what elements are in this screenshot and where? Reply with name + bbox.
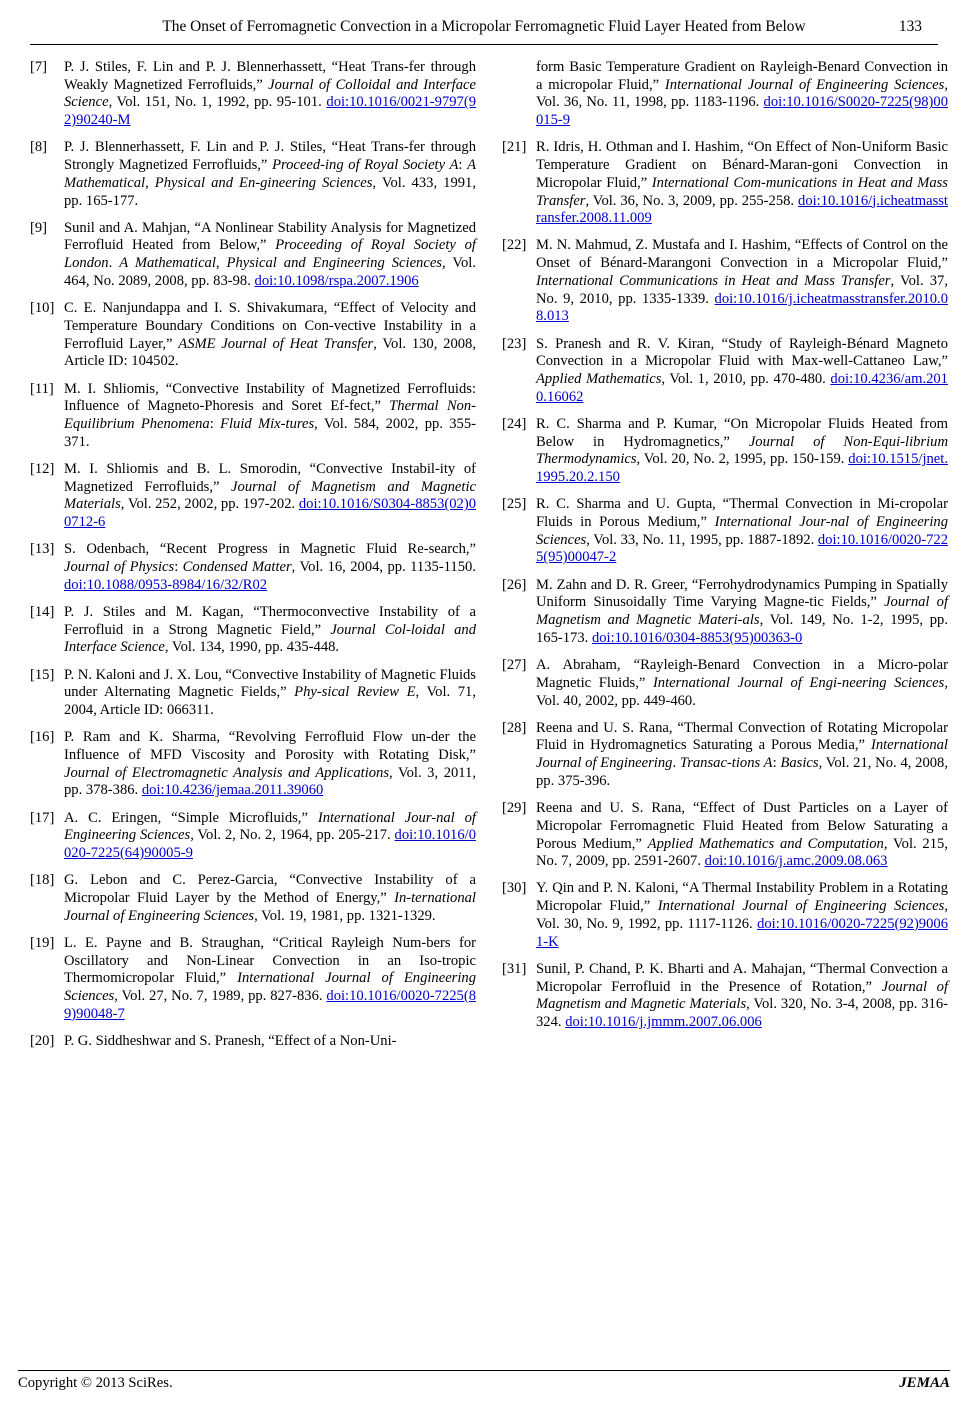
reference-entry: [30, 604, 476, 657]
reference-text: Sunil, P. Chand, P. K. Bharti and A. Mahajan, “Thermal Convection a Micropolar Ferrofluid in the Presence of Rotation,” Journal of Magnetism and Magnetic Materials, Vol. 320, No. 3-4, 2008, pp. 316-324. doi:10.1016/j.jmmm.2007.06.006: [536, 960, 948, 1030]
reference-number: [22]: [502, 237, 527, 254]
doi-link[interactable]: doi:10.1016/j.amc.2009.08.063: [704, 853, 888, 870]
reference-entry: [30, 729, 476, 800]
reference-entry: [502, 577, 948, 648]
reference-continuation: form Basic Temperature Gradient on Rayleigh-Benard Convection in a micropolar Fluid,” International Journal of Engineering Sciences, Vol. 36, No. 11, 1998, pp. 1183-1196. doi:10.1016/S0020-7225(98)00015-9: [536, 59, 948, 129]
reference-number: [17]: [30, 809, 55, 826]
reference-number: [16]: [30, 729, 55, 746]
reference-text: L. E. Payne and B. Straughan, “Critical Rayleigh Num-bers for Oscillatory and Non-Linear Convection in an Iso-tropic Thermomicropolar Fluid,” International Journal of Engineering Sciences, Vol. 27, No. 7, 1989, pp. 827-836. doi:10.1016/0020-7225(89)90048-7: [64, 934, 476, 1022]
reference-number: [12]: [30, 460, 55, 477]
reference-number: [8]: [30, 139, 48, 156]
reference-entry: [30, 1033, 476, 1051]
column-right: [502, 59, 948, 1060]
reference-text: M. I. Shliomis and B. L. Smorodin, “Convective Instabil-ity of Magnetized Ferrofluids,” Journal of Magnetism and Magnetic Materials, Vol. 252, 2002, pp. 197-202. doi:10.1016/S0304-8853(02)00712-6: [64, 460, 476, 531]
running-head: [12, 0, 956, 42]
reference-entry: [502, 961, 948, 1032]
doi-link[interactable]: doi:10.1088/0953-8984/16/32/R02: [64, 576, 268, 593]
reference-number: [26]: [502, 576, 527, 593]
reference-number: [21]: [502, 139, 527, 156]
reference-text: P. J. Stiles, F. Lin and P. J. Blennerhassett, “Heat Trans-fer through Weakly Magnetized Ferrofluids,” Journal of Colloidal and Interface Science, Vol. 151, No. 1, 1992, pp. 95-101. doi:10.1016/0021-9797(92)90240-M: [64, 59, 476, 129]
reference-text: M. Zahn and D. R. Greer, “Ferrohydrodynamics Pumping in Spatially Uniform Sinusoidally Time Varying Magne-tic Fields,” Journal of Magnetism and Magnetic Materi-als, Vol. 149, No. 1-2, 1995, pp. 165-173. doi:10.1016/0304-8853(95)00363-0: [536, 576, 948, 646]
journal-abbreviation: JEMAA: [899, 1375, 950, 1391]
reference-text: P. J. Blennerhassett, F. Lin and P. J. Stiles, “Heat Trans-fer through Strongly Magnetized Ferrofluids,” Proceed-ing of Royal Society A: A Mathematical, Physical and En-gineering Sciences, Vol. 433, 1991, pp. 165-177.: [64, 139, 477, 209]
reference-number: [7]: [30, 59, 48, 75]
page-footer: [18, 1370, 950, 1392]
reference-entry: [502, 720, 948, 791]
reference-text: R. Idris, H. Othman and I. Hashim, “On Effect of Non-Uniform Basic Temperature Gradient on Bénard-Maran-goni Convection in Micropolar Fluid,” International Com-munications in Heat and Mass Transfer, Vol. 36, No. 3, 2009, pp. 255-258. doi:10.1016/j.icheatmasstransfer.2008.11.009: [536, 139, 948, 227]
reference-entry: [30, 810, 476, 863]
reference-number: [27]: [502, 657, 527, 674]
doi-link[interactable]: doi:10.1016/S0020-7225(98)00015-9: [536, 94, 948, 129]
running-head-title: The Onset of Ferromagnetic Convection in a Micropolar Ferromagnetic Fluid Layer Heated from Below: [162, 18, 806, 35]
reference-text: Y. Qin and P. N. Kaloni, “A Thermal Instability Problem in a Rotating Micropolar Fluid,” International Journal of Engineering Sciences, Vol. 30, No. 9, 1992, pp. 1117-1126. doi:10.1016/0020-7225(92)90061-K: [536, 880, 948, 950]
reference-text: P. N. Kaloni and J. X. Lou, “Convective Instability of Magnetic Fluids under Alternating Magnetic Fields,” Phy-sical Review E, Vol. 71, 2004, Article ID: 066311.: [64, 666, 476, 718]
reference-number: [23]: [502, 335, 527, 352]
reference-entry: [30, 139, 476, 210]
reference-list-right: [502, 139, 948, 1031]
reference-columns: [12, 45, 956, 1060]
doi-link[interactable]: doi:10.1016/0020-7225(92)90061-K: [536, 915, 948, 950]
doi-link[interactable]: doi:10.1016/0020-7225(64)90005-9: [64, 827, 476, 862]
reference-number: [24]: [502, 415, 527, 432]
reference-number: [14]: [30, 603, 55, 620]
doi-link[interactable]: doi:10.1016/0020-7225(89)90048-7: [64, 988, 476, 1022]
reference-number: [29]: [502, 800, 527, 817]
reference-entry: [502, 800, 948, 871]
reference-entry: [502, 496, 948, 567]
reference-number: [19]: [30, 934, 55, 951]
reference-entry: [30, 872, 476, 925]
copyright-text: Copyright © 2013 SciRes.: [18, 1375, 173, 1391]
reference-text: S. Pranesh and R. V. Kiran, “Study of Rayleigh-Bénard Magneto Convection in a Micropolar Fluid with Max-well-Cattaneo Law,” Applied Mathematics, Vol. 1, 2010, pp. 470-480. doi:10.4236/am.2010.16062: [536, 335, 948, 405]
reference-text: P. J. Stiles and M. Kagan, “Thermoconvective Instability of a Ferrofluid in a Strong Magnetic Field,” Journal Col-loidal and Interface Science, Vol. 134, 1990, pp. 435-448.: [64, 603, 476, 656]
footer-rule: [18, 1370, 950, 1371]
column-left: [30, 59, 476, 1060]
reference-entry: [30, 381, 476, 452]
reference-text: P. G. Siddheshwar and S. Pranesh, “Effect of a Non-Uni-: [64, 1033, 397, 1049]
reference-number: [30]: [502, 880, 527, 897]
doi-link[interactable]: doi:10.1016/j.icheatmasstransfer.2010.08.013: [536, 290, 948, 325]
reference-text: Reena and U. S. Rana, “Thermal Convection of Rotating Micropolar Fluid in Hydromagnetics Saturating a Porous Media,” International Journal of Engineering. Transac-tions A: Basics, Vol. 21, No. 4, 2008, pp. 375-396.: [536, 719, 949, 789]
reference-text: P. Ram and K. Sharma, “Revolving Ferrofluid Flow un-der the Influence of MFD Viscosity and Porosity with Rotating Disk,” Journal of Electromagnetic Analysis and Applications, Vol. 3, 2011, pp. 378-386. doi:10.4236/jemaa.2011.39060: [64, 729, 476, 799]
reference-entry: [502, 237, 948, 326]
doi-link[interactable]: doi:10.1016/0020-7225(95)00047-2: [536, 531, 949, 566]
reference-number: [28]: [502, 719, 527, 736]
reference-number: [15]: [30, 666, 55, 683]
reference-text: R. C. Sharma and U. Gupta, “Thermal Convection in Mi-cropolar Fluids in Porous Medium,” International Jour-nal of Engineering Sciences, Vol. 33, No. 11, 1995, pp. 1887-1892. doi:10.1016/0020-7225(95)00047-2: [536, 496, 949, 566]
reference-number: [10]: [30, 300, 55, 317]
reference-text: M. N. Mahmud, Z. Mustafa and I. Hashim, “Effects of Control on the Onset of Bénard-Marangoni Convection in a Micropolar Fluid,” International Communications in Heat and Mass Transfer, Vol. 37, No. 9, 2010, pp. 1335-1339. doi:10.1016/j.icheatmasstransfer.2010.08.013: [536, 237, 948, 325]
reference-number: [11]: [30, 380, 54, 397]
doi-link[interactable]: doi:10.1016/0304-8853(95)00363-0: [591, 629, 803, 646]
reference-text: C. E. Nanjundappa and I. S. Shivakumara, “Effect of Velocity and Temperature Boundary Conditions on Con-vective Instability in a Ferrofluid Layer,” ASME Journal of Heat Transfer, Vol. 130, 2008, Article ID: 104502.: [64, 300, 476, 370]
reference-number: [31]: [502, 960, 527, 977]
reference-number: [9]: [30, 219, 48, 236]
reference-text: Sunil and A. Mahjan, “A Nonlinear Stability Analysis for Magnetized Ferrofluid Heated from Below,” Proceeding of Royal Society of London. A Mathematical, Physical and Engineering Sciences, Vol. 464, No. 2089, 2008, pp. 83-98. doi:10.1098/rspa.2007.1906: [64, 219, 477, 289]
reference-text: A. C. Eringen, “Simple Microfluids,” International Jour-nal of Engineering Sciences, Vol. 2, No. 2, 1964, pp. 205-217. doi:10.1016/0020-7225(64)90005-9: [64, 809, 476, 862]
reference-list-left: [30, 59, 476, 1051]
reference-entry: [30, 300, 476, 371]
doi-link[interactable]: doi:10.1515/jnet.1995.20.2.150: [536, 451, 948, 486]
reference-entry: [502, 139, 948, 228]
doi-link[interactable]: doi:10.4236/am.2010.16062: [536, 371, 948, 405]
reference-entry: [502, 880, 948, 951]
reference-number: [18]: [30, 872, 55, 889]
reference-text: G. Lebon and C. Perez-Garcia, “Convective Instability of a Micropolar Fluid Layer by the Method of Energy,” In-ternational Journal of Engineering Sciences, Vol. 19, 1981, pp. 1321-1329.: [64, 872, 476, 924]
reference-text: A. Abraham, “Rayleigh-Benard Convection in a Micro-polar Magnetic Fluids,” International Journal of Engi-neering Sciences, Vol. 40, 2002, pp. 449-460.: [536, 657, 948, 709]
reference-entry: [30, 541, 476, 594]
reference-entry: [502, 657, 948, 710]
reference-text: Reena and U. S. Rana, “Effect of Dust Particles on a Layer of Micropolar Ferromagnetic Fluid Heated from Below Saturating a Porous Medium,” Applied Mathematics and Computation, Vol. 215, No. 7, 2009, pp. 2591-2607. doi:10.1016/j.amc.2009.08.063: [536, 800, 948, 870]
doi-link[interactable]: doi:10.1016/0021-9797(92)90240-M: [64, 94, 476, 129]
reference-entry: [30, 935, 476, 1024]
reference-entry: [502, 336, 948, 407]
reference-number: [20]: [30, 1033, 55, 1049]
reference-entry: [30, 461, 476, 532]
reference-entry: [30, 220, 476, 291]
reference-number: [25]: [502, 496, 527, 513]
doi-link[interactable]: doi:10.1016/S0304-8853(02)00712-6: [64, 496, 476, 531]
reference-number: [13]: [30, 541, 55, 558]
reference-text: R. C. Sharma and P. Kumar, “On Micropolar Fluids Heated from Below in Hydromagnetics,” Journal of Non-Equi-librium Thermodynamics, Vol. 20, No. 2, 1995, pp. 150-159. doi:10.1515/jnet.1995.20.2.150: [536, 415, 948, 486]
doi-link[interactable]: doi:10.1016/j.jmmm.2007.06.006: [565, 1014, 762, 1030]
reference-entry: [502, 416, 948, 487]
reference-text: S. Odenbach, “Recent Progress in Magnetic Fluid Re-search,” Journal of Physics: Condensed Matter, Vol. 16, 2004, pp. 1135-1150. doi:10.1088/0953-8984/16/32/R02: [64, 541, 476, 593]
reference-entry: [30, 59, 476, 130]
doi-link[interactable]: doi:10.1016/j.icheatmasstransfer.2008.11.009: [536, 192, 948, 227]
reference-text: M. I. Shliomis, “Convective Instability of Magnetized Ferrofluids: Influence of Magneto-Phoresis and Soret Ef-fect,” Thermal Non-Equilibrium Phenomena: Fluid Mix-tures, Vol. 584, 2002, pp. 355-371.: [64, 380, 477, 450]
doi-link[interactable]: doi:10.1098/rspa.2007.1906: [254, 272, 419, 289]
reference-entry: [30, 667, 476, 720]
page-number: 133: [898, 18, 922, 35]
doi-link[interactable]: doi:10.4236/jemaa.2011.39060: [141, 782, 324, 799]
